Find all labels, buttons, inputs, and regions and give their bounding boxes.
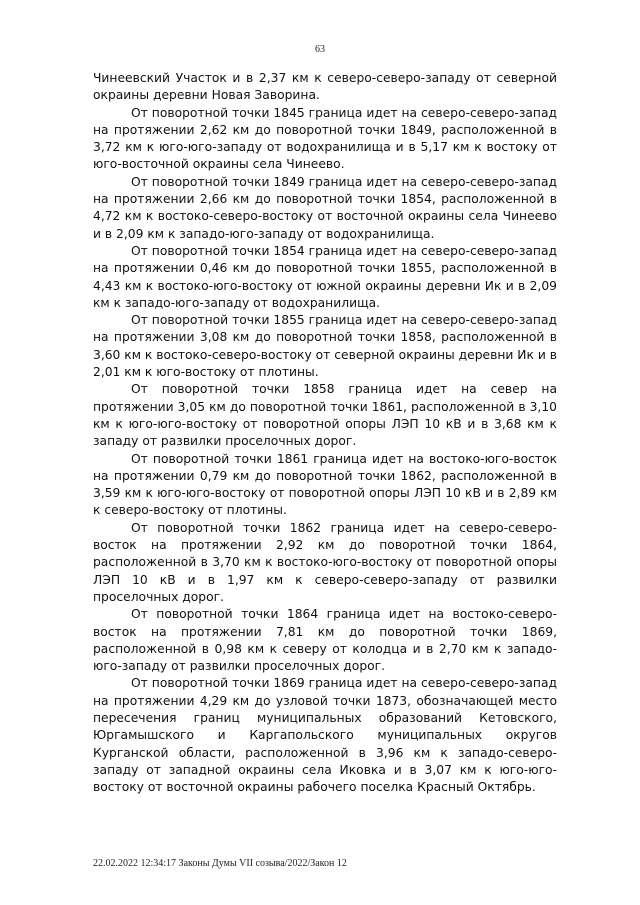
paragraph: От поворотной точки 1854 граница идет на северо-северо-запад на протяжении 0,46 км до поворотной точки 1855, расположенной в 4,43 км к востоко-юго-востоку от южной окраины деревни Ик и в 2,09 км к западо-юго-западу от водохранилища.	[93, 243, 557, 310]
paragraph: От поворотной точки 1864 граница идет на востоко-северо-восток на протяжении 7,81 км до поворотной точки 1869, расположенной в 0,98 км к северу от колодца и в 2,70 км к западо-юго-западу от развилки проселочных дорог.	[93, 607, 557, 674]
document-body	[93, 70, 557, 796]
paragraph: От поворотной точки 1861 граница идет на востоко-юго-восток на протяжении 0,79 км до поворотной точки 1862, расположенной в 3,59 км к юго-юго-востоку от поворотной опоры ЛЭП 10 кВ и в 2,89 км к северо-востоку от плотины.	[93, 451, 557, 518]
document-footer: 22.02.2022 12:34:17 Законы Думы VII созыва/2022/Закон 12	[93, 858, 347, 869]
paragraph: От поворотной точки 1855 граница идет на северо-северо-запад на протяжении 3,08 км до поворотной точки 1858, расположенной в 3,60 км к востоко-северо-востоку от северной окраины деревни Ик и в 2,01 км к юго-востоку от плотины.	[93, 313, 557, 380]
paragraph: От поворотной точки 1869 граница идет на северо-северо-запад на протяжении 4,29 км до узловой точки 1873, обозначающей место пересечения границ муниципальных образований Кетовского, Юргамышского и Каргапольского муниципальных округов Курганской области, расположенной в 3,96 км к западо-северо-западу от западной окраины села Иковка и в 3,07 км к юго-юго-востоку от восточной окраины рабочего поселка Красный Октябрь.	[93, 676, 557, 795]
paragraph-continuation: Чинеевский Участок и в 2,37 км к северо-северо-западу от северной окраины деревни Новая Заворина.	[93, 71, 557, 103]
page-number: 63	[315, 44, 325, 55]
paragraph: От поворотной точки 1862 граница идет на северо-северо-восток на протяжении 2,92 км до поворотной точки 1864, расположенной в 3,70 км к востоко-юго-востоку от поворотной опоры ЛЭП 10 кВ и в 1,97 км к северо-северо-западу от развилки проселочных дорог.	[93, 520, 557, 604]
paragraph: От поворотной точки 1849 граница идет на северо-северо-запад на протяжении 2,66 км до поворотной точки 1854, расположенной в 4,72 км к востоко-северо-востоку от восточной окраины села Чинеево и в 2,09 км к западо-юго-западу от водохранилища.	[93, 174, 557, 241]
paragraph: От поворотной точки 1845 граница идет на северо-северо-запад на протяжении 2,62 км до поворотной точки 1849, расположенной в 3,72 км к юго-юго-западу от водохранилища и в 5,17 км к востоку от юго-восточной окраины села Чинеево.	[93, 105, 557, 172]
paragraph: От поворотной точки 1858 граница идет на север на протяжении 3,05 км до поворотной точки 1861, расположенной в 3,10 км к юго-юго-востоку от поворотной опоры ЛЭП 10 кВ и в 3,68 км к западу от развилки проселочных дорог.	[93, 382, 557, 449]
